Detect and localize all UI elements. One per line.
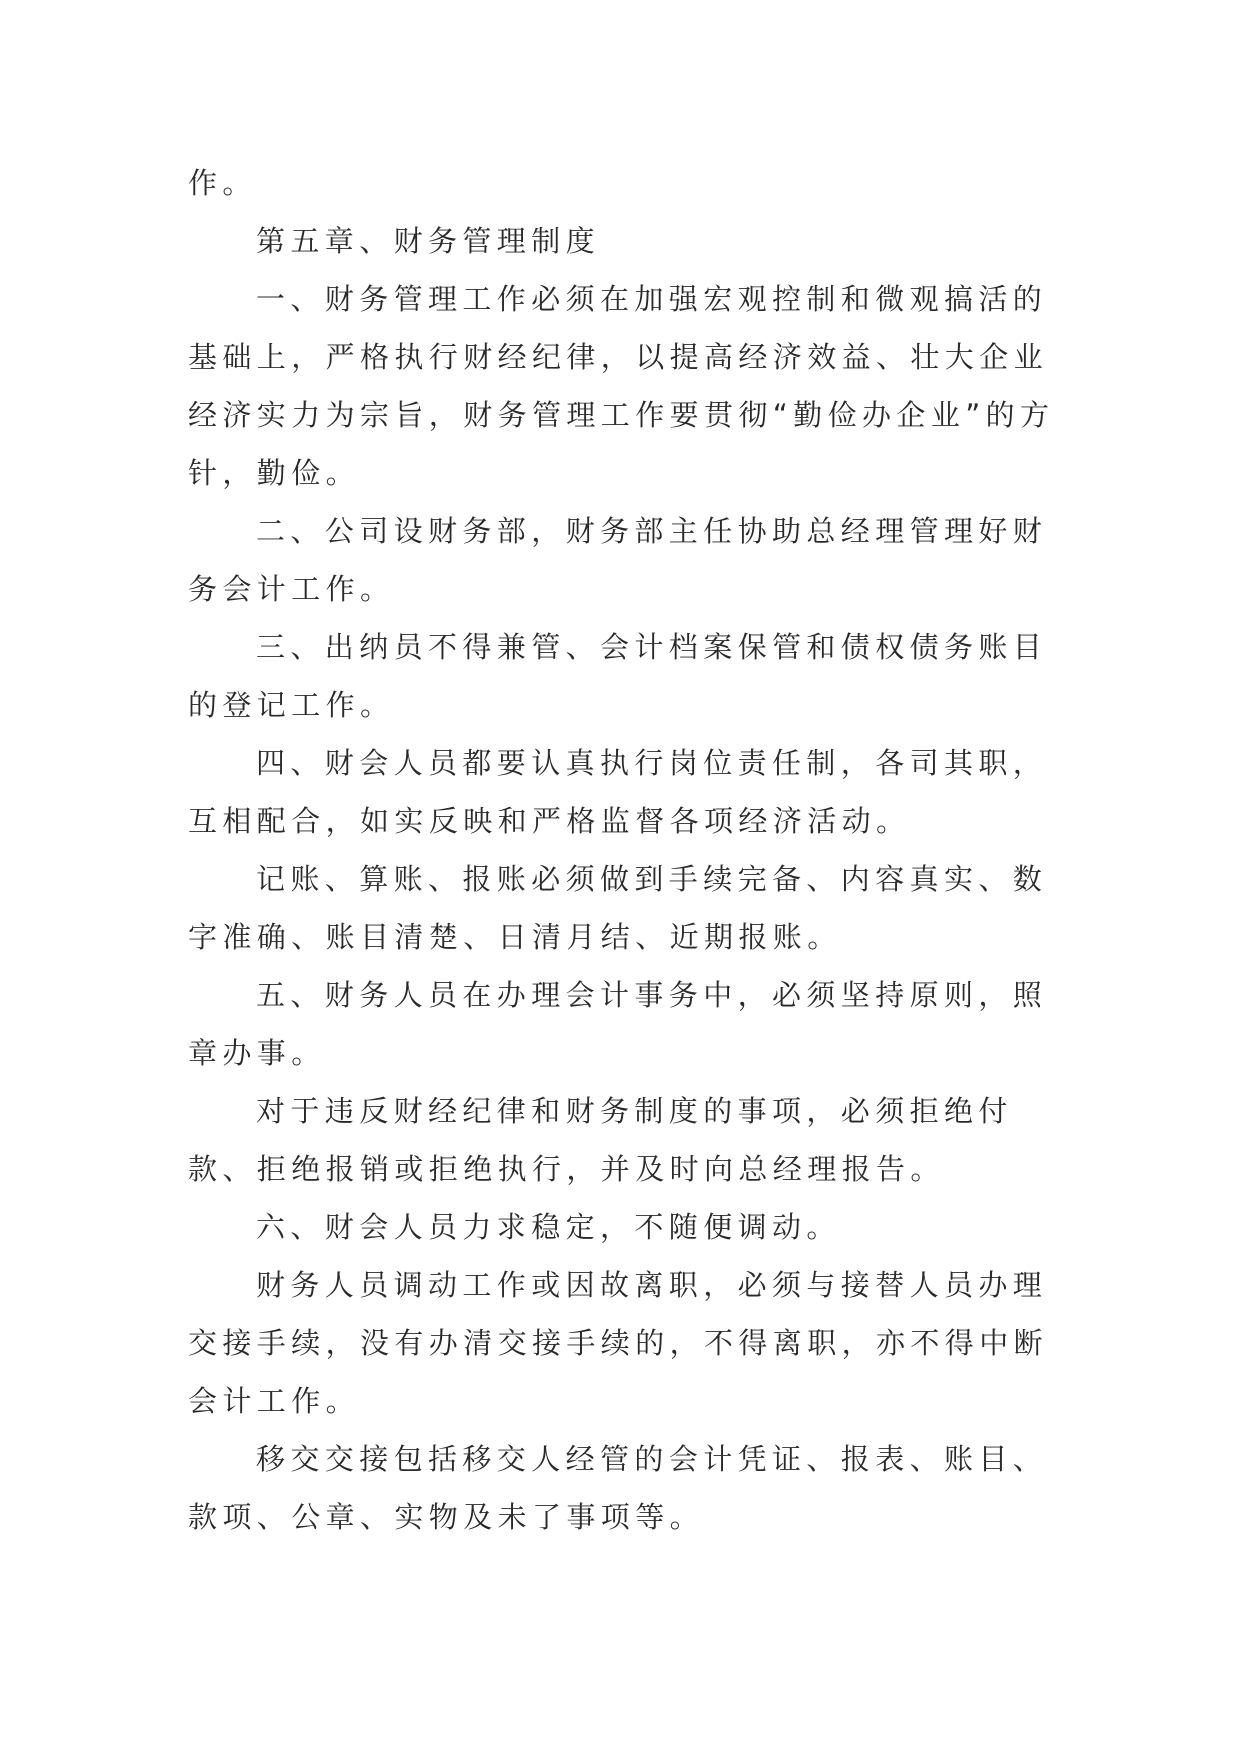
- paragraph-item-3: 三、出纳员不得兼管、会计档案保管和债权债务账目的登记工作。: [188, 630, 1048, 722]
- paragraph-violations: 对于违反财经纪律和财务制度的事项，必须拒绝付款、拒绝报销或拒绝执行，并及时向总经理报告。: [188, 1094, 1013, 1186]
- paragraph-item-5: 五、财务人员在办理会计事务中，必须坚持原则，照章办事。: [188, 978, 1048, 1070]
- chapter-heading: 第五章、财务管理制度: [256, 224, 601, 258]
- paragraph-continuation: 作。: [188, 166, 257, 200]
- paragraph-handover-items: 移交交接包括移交人经管的会计凭证、报表、账目、款项、公章、实物及未了事项等。: [188, 1442, 1048, 1534]
- paragraph-handover: 财务人员调动工作或因故离职，必须与接替人员办理交接手续，没有办清交接手续的，不得离职，亦不得中断会计工作。: [188, 1268, 1049, 1418]
- paragraph-item-6: 六、财会人员力求稳定，不随便调动。: [256, 1210, 841, 1244]
- document-body: [188, 154, 1068, 1546]
- paragraph-item-2: 二、公司设财务部，财务部主任协助总经理管理好财务会计工作。: [188, 514, 1048, 606]
- paragraph-bookkeeping: 记账、算账、报账必须做到手续完备、内容真实、数字准确、账目清楚、日清月结、近期报账。: [188, 862, 1048, 954]
- paragraph-item-4: 四、财会人员都要认真执行岗位责任制，各司其职，互相配合，如实反映和严格监督各项经济活动。: [188, 746, 1048, 838]
- paragraph-item-1: 一、财务管理工作必须在加强宏观控制和微观搞活的基础上，严格执行财经纪律，以提高经济效益、壮大企业经济实力为宗旨，财务管理工作要贯彻“勤俭办企业”的方针，勤俭。: [188, 282, 1055, 490]
